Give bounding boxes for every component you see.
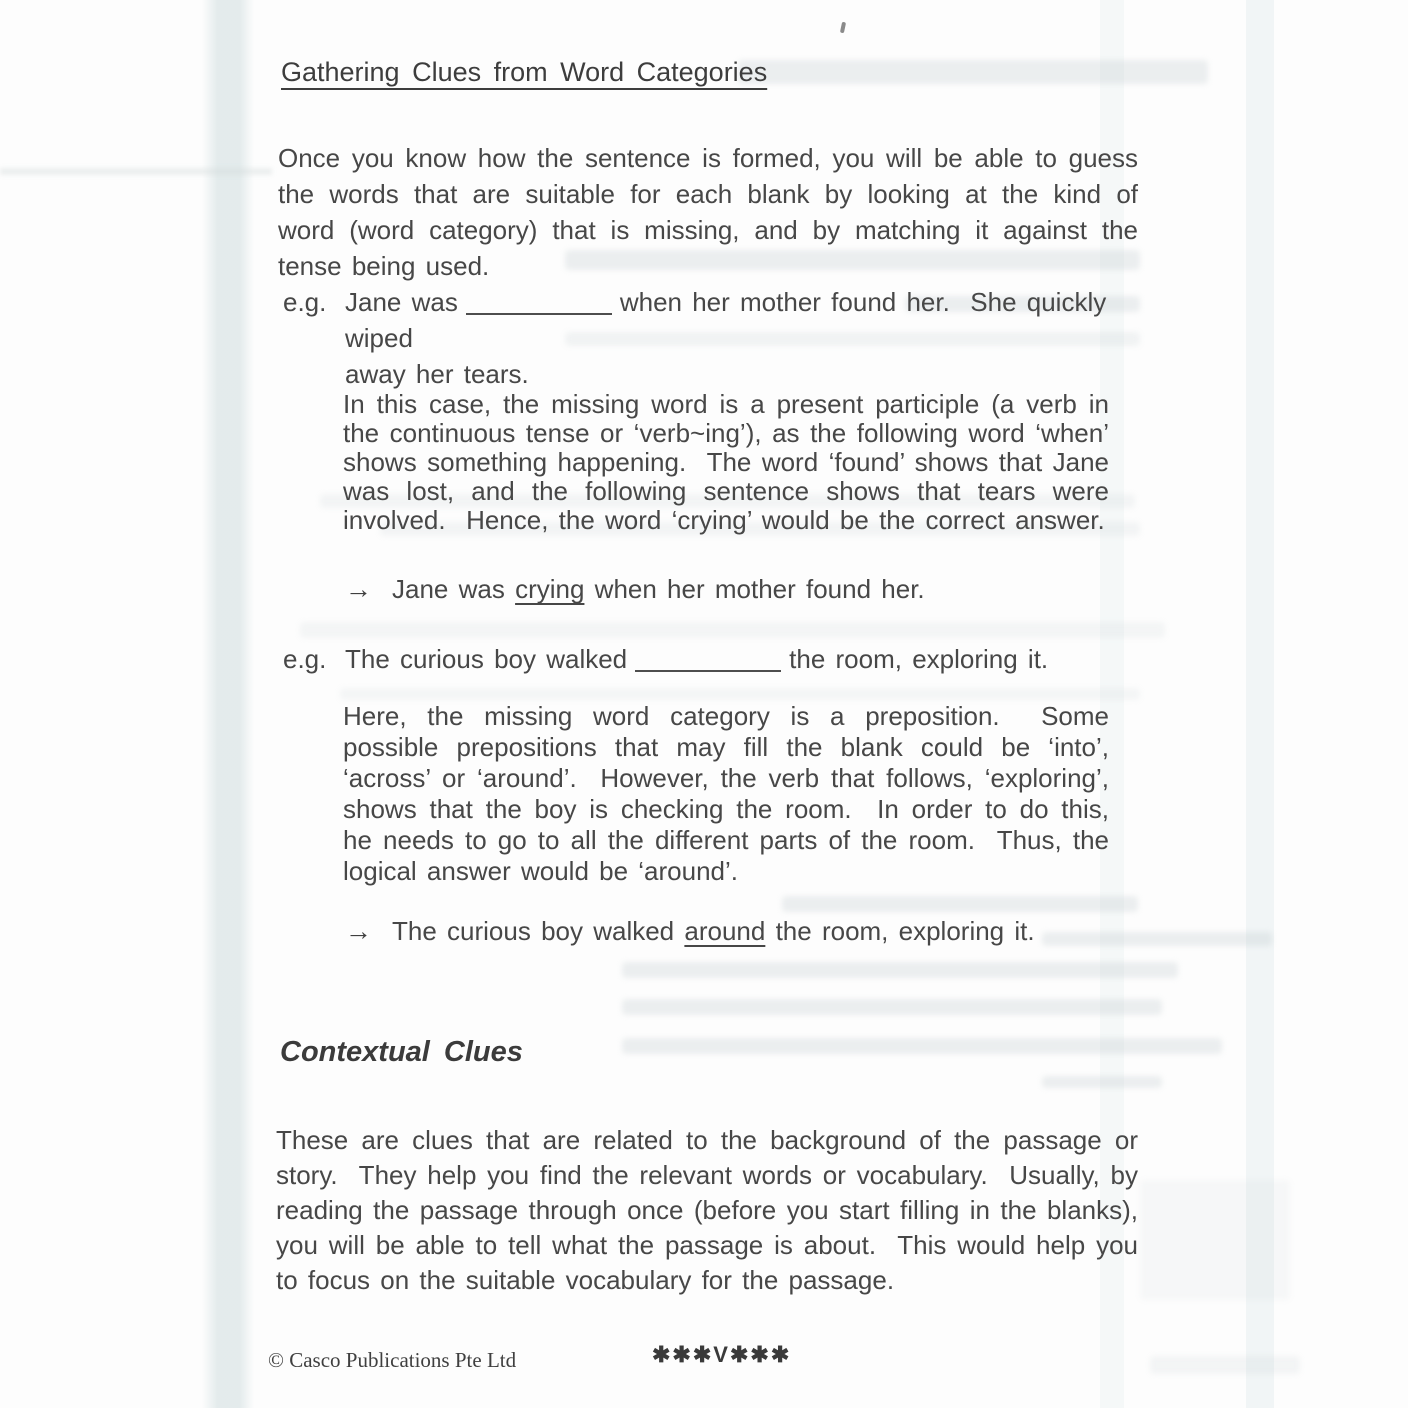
example-1-label: e.g. xyxy=(283,287,327,317)
fill-in-blank xyxy=(635,644,781,672)
page-marker: ✱✱✱V✱✱✱ xyxy=(652,1342,792,1367)
example-1-explanation: In this case, the missing word is a present participle (a verb in the continuous tense or ‘verb~ing’), as the following word ‘when’ shows something happening. The word ‘found’ shows that Jane was lost, and the following sentence shows that tears were involved. Hence, the word ‘crying’ would be the correct answer. xyxy=(343,389,1120,535)
scan-artifact-strip xyxy=(1246,0,1274,1408)
example-2-label: e.g. xyxy=(283,644,327,674)
bleed-through-text xyxy=(622,1038,1222,1054)
fill-in-blank xyxy=(466,287,612,315)
example-2-before-blank: The curious boy walked xyxy=(345,644,628,674)
bleed-through-text xyxy=(1150,1356,1300,1374)
right-arrow-icon: → xyxy=(345,916,372,946)
section-heading: Contextual Clues xyxy=(280,1036,523,1068)
example-1-sentence xyxy=(345,284,1143,392)
right-arrow-icon: → xyxy=(345,574,372,604)
page-title: Gathering Clues from Word Categories xyxy=(281,57,768,87)
scan-artifact-streak xyxy=(0,168,272,175)
example-1 xyxy=(283,284,1143,392)
bleed-through-text xyxy=(1140,1180,1290,1300)
example-2-explanation: Here, the missing word category is a preposition. Some possible prepositions that may fill the blank could be ‘into’, ‘across’ or ‘around’. However, the verb that follows, ‘exploring’, shows that the boy is checking the room. In order to do this, he needs to go to all the different parts of the room. Thus, the logical answer would be ‘around’. xyxy=(343,701,1120,886)
bleed-through-text xyxy=(300,622,1165,638)
section-body-paragraph: These are clues that are related to the background of the passage or story. They help you find the relevant words or vocabulary. Usually, by reading the passage through once (before you start filling in the blanks), you will be able to tell what the passage is about. This would help you to focus on the suitable vocabulary for the passage. xyxy=(276,1125,1149,1295)
intro-paragraph: Once you know how the sentence is formed, you will be able to guess the words that are suitable for each blank by looking at the kind of word (word category) that is missing, and by matching it against the tense being used. xyxy=(278,143,1149,281)
example-1-after-blank: when her mother found her. She quickly wiped xyxy=(345,287,1117,353)
answer-2-prefix: The curious boy walked xyxy=(392,916,675,946)
answer-1-word: crying xyxy=(515,574,585,604)
example-1-before-blank: Jane was xyxy=(345,287,458,317)
example-1-continuation: away her tears. xyxy=(345,359,529,389)
example-1-answer xyxy=(345,574,1135,605)
answer-2-word: around xyxy=(684,916,766,946)
bleed-through-text xyxy=(622,962,1178,978)
example-2-sentence xyxy=(345,641,1143,677)
scan-speck xyxy=(840,22,846,34)
answer-1-suffix: when her mother found her. xyxy=(594,574,925,604)
bleed-through-text xyxy=(340,688,1140,700)
bleed-through-text xyxy=(1042,1076,1162,1088)
example-2-answer xyxy=(345,916,1135,947)
bleed-through-text xyxy=(782,896,1138,912)
page-gutter-shadow xyxy=(202,0,254,1408)
example-2-after-blank: the room, exploring it. xyxy=(789,644,1049,674)
answer-2-suffix: the room, exploring it. xyxy=(775,916,1035,946)
bleed-through-text xyxy=(622,999,1162,1015)
answer-1-prefix: Jane was xyxy=(392,574,505,604)
copyright-notice: © Casco Publications Pte Ltd xyxy=(268,1348,517,1372)
example-2 xyxy=(283,641,1143,677)
